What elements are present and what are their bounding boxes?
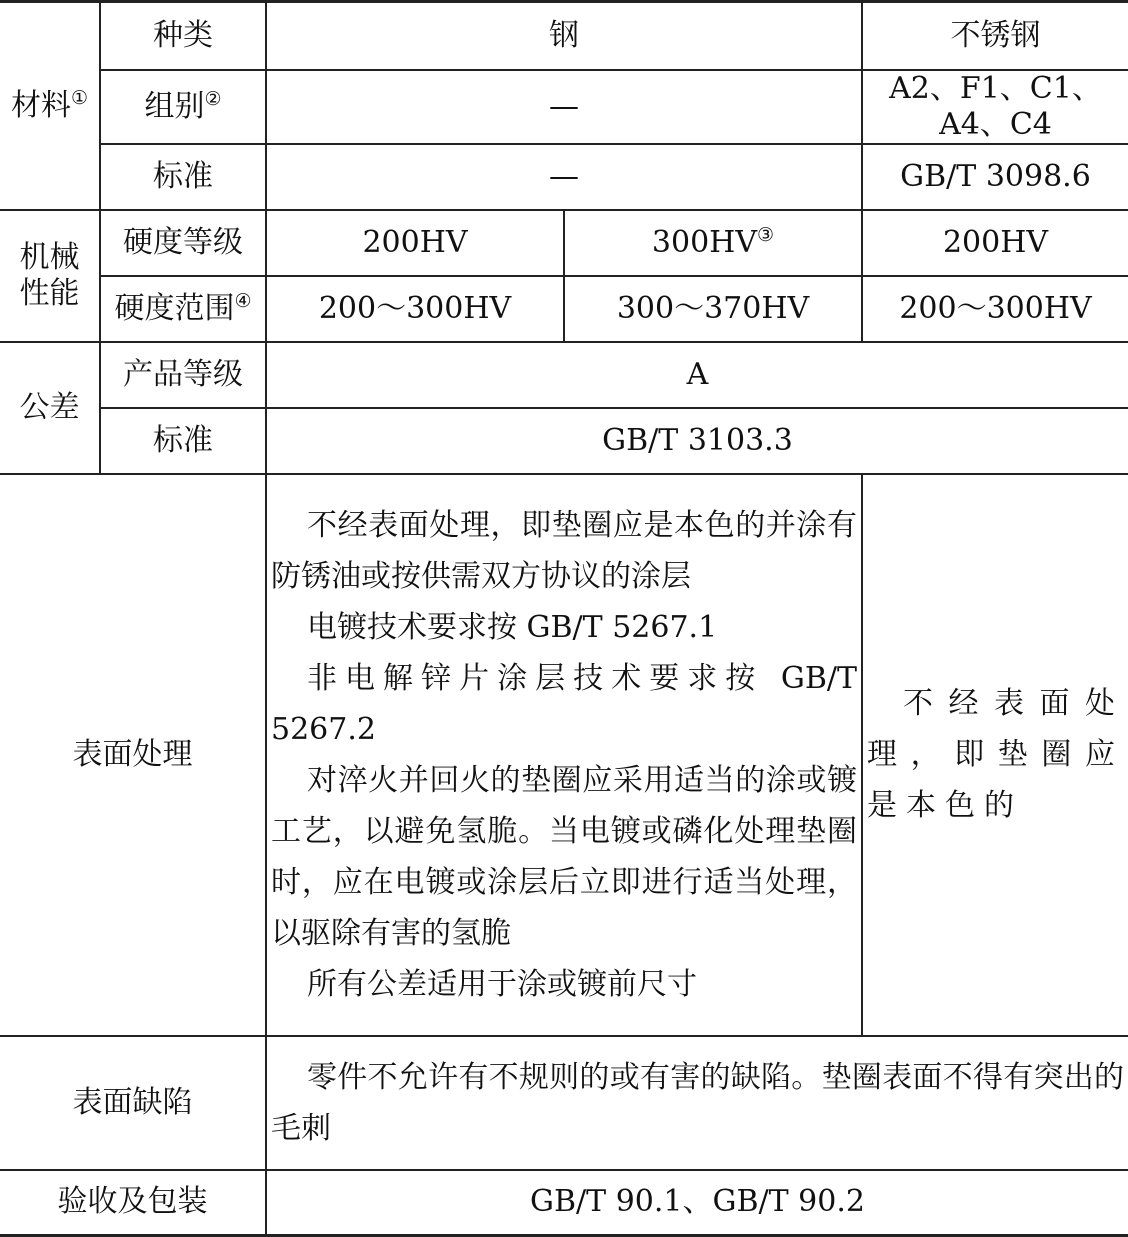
group-steel: — [266, 70, 862, 144]
steel-treatment-para-4: 对淬火并回火的垫圈应采用适当的涂或镀工艺，以避免氢脆。当电镀或磷化处理垫圈时，应在电镀或涂层后立即进行适当处理，以驱除有害的氢脆 [271, 762, 857, 951]
hardness-range-label-cell [100, 276, 266, 342]
surface-treatment-stainless [862, 474, 1128, 1036]
group-label-cell [100, 70, 266, 144]
row-tolerance-grade [0, 342, 1128, 408]
group-label: 组别 [144, 88, 205, 124]
material-standard-steel: — [266, 144, 862, 210]
row-surface-treatment [0, 474, 1128, 1036]
group-stainless: A2、F1、C1、A4、C4 [862, 70, 1128, 144]
hardness-grade-2-cell [564, 210, 862, 276]
surface-defects-text: 零件不允许有不规则的或有害的缺陷。垫圈表面不得有突出的毛刺 [271, 1059, 1124, 1146]
material-standard-stainless: GB/T 3098.6 [862, 144, 1128, 210]
row-material-kind [0, 2, 1128, 70]
stainless-treatment-text: 不经表面处理，即垫圈应是本色的 [867, 686, 1124, 823]
hardness-range-label: 硬度范围 [114, 290, 235, 326]
acceptance-label: 验收及包装 [0, 1170, 266, 1236]
hardness-grade-3: 200HV [862, 210, 1128, 276]
row-surface-defects [0, 1036, 1128, 1170]
material-label: 材料 [10, 87, 71, 123]
hardness-grade-1: 200HV [266, 210, 564, 276]
tolerance-label: 公差 [0, 342, 100, 474]
mechanical-label-line2: 性能 [19, 275, 80, 311]
row-hardness-grade [0, 210, 1128, 276]
hardness-range-1: 200～300HV [266, 276, 564, 342]
tolerance-standard-label: 标准 [100, 408, 266, 474]
surface-treatment-steel [266, 474, 862, 1036]
row-material-standard [0, 144, 1128, 210]
product-grade-label: 产品等级 [100, 342, 266, 408]
material-standard-label: 标准 [100, 144, 266, 210]
row-tolerance-standard [0, 408, 1128, 474]
product-grade-value: A [266, 342, 1128, 408]
steel-treatment-para-3: 非电解锌片涂层技术要求按 GB/T 5267.2 [271, 660, 857, 747]
material-label-cell [0, 2, 100, 210]
hardness-range-2: 300～370HV [564, 276, 862, 342]
kind-steel: 钢 [266, 2, 862, 70]
hardness-range-3: 200～300HV [862, 276, 1128, 342]
surface-defects-cell [266, 1036, 1128, 1170]
mechanical-label-line1: 机械 [19, 239, 80, 275]
hardness-grade-2-note: ③ [757, 223, 775, 246]
kind-stainless: 不锈钢 [862, 2, 1128, 70]
steel-treatment-para-2: 电镀技术要求按 GB/T 5267.1 [307, 609, 718, 645]
steel-treatment-para-1: 不经表面处理，即垫圈应是本色的并涂有防锈油或按供需双方协议的涂层 [271, 507, 857, 594]
kind-label: 种类 [100, 2, 266, 70]
tolerance-standard-value: GB/T 3103.3 [266, 408, 1128, 474]
row-material-group [0, 70, 1128, 144]
acceptance-value: GB/T 90.1、GB/T 90.2 [266, 1170, 1128, 1236]
hardness-grade-2: 300HV [651, 224, 758, 260]
surface-defects-label: 表面缺陷 [0, 1036, 266, 1170]
hardness-grade-label: 硬度等级 [100, 210, 266, 276]
row-acceptance [0, 1170, 1128, 1236]
group-note: ② [204, 87, 222, 110]
steel-treatment-para-5: 所有公差适用于涂或镀前尺寸 [307, 966, 697, 1002]
material-note: ① [70, 86, 89, 109]
surface-treatment-label: 表面处理 [0, 474, 266, 1036]
mechanical-label-cell [0, 210, 100, 342]
hardness-range-note: ④ [234, 289, 252, 312]
row-hardness-range [0, 276, 1128, 342]
